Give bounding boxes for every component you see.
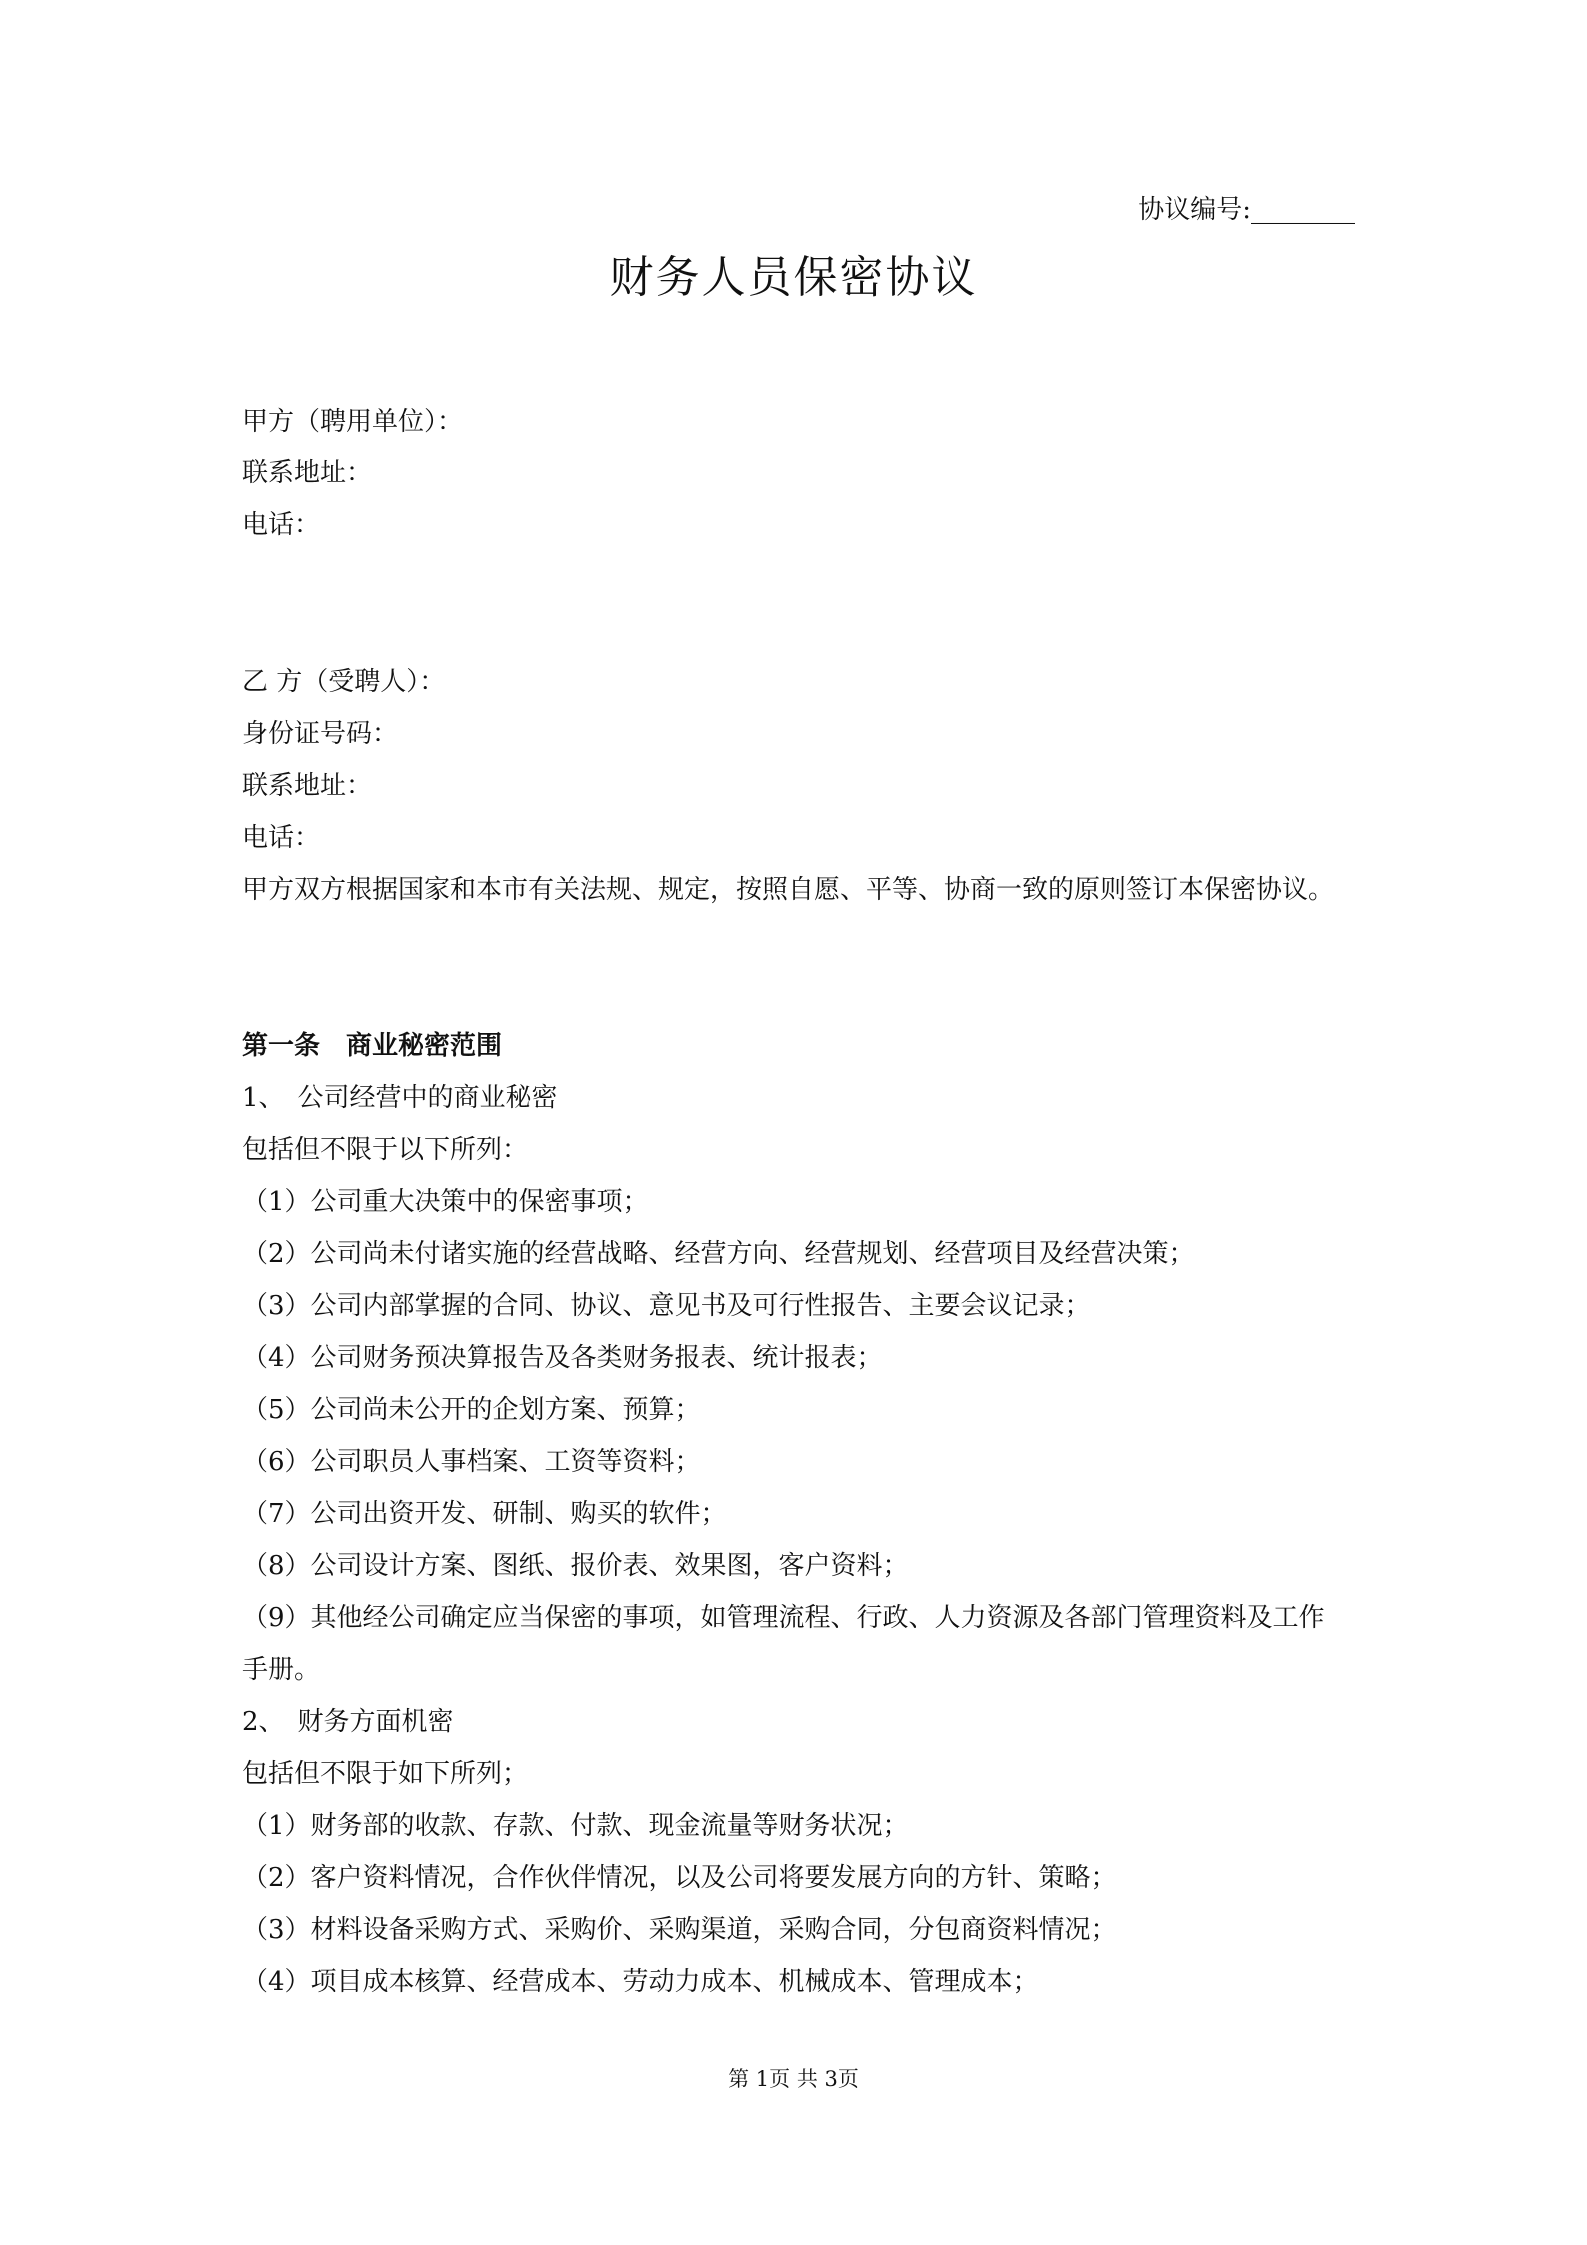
party-a-phone: 电话： bbox=[242, 510, 321, 540]
list-item-continuation: 手册。 bbox=[242, 1655, 321, 1685]
intro-paragraph: 甲方双方根据国家和本市有关法规、规定，按照自愿、平等、协商一致的原则签订本保密协议。 bbox=[242, 875, 1335, 905]
list-item: （4）项目成本核算、经营成本、劳动力成本、机械成本、管理成本； bbox=[242, 1967, 1039, 1997]
party-b-address: 联系地址： bbox=[242, 771, 373, 801]
party-a-label: 甲方（聘用单位）： bbox=[242, 407, 464, 437]
party-b-label: 乙 方（受聘人）： bbox=[242, 667, 446, 697]
section-2-title: 2、 财务方面机密 bbox=[242, 1707, 454, 1737]
list-item: （9）其他经公司确定应当保密的事项，如管理流程、行政、人力资源及各部门管理资料及工作 bbox=[242, 1603, 1325, 1633]
list-item: （2）客户资料情况，合作伙伴情况，以及公司将要发展方向的方针、策略； bbox=[242, 1863, 1117, 1893]
section-2-lead: 包括但不限于如下所列； bbox=[242, 1759, 529, 1789]
section-1-title: 1、 公司经营中的商业秘密 bbox=[242, 1083, 558, 1113]
list-item: （3）公司内部掌握的合同、协议、意见书及可行性报告、主要会议记录； bbox=[242, 1291, 1091, 1321]
list-item: （5）公司尚未公开的企划方案、预算； bbox=[242, 1395, 701, 1425]
list-item: （1）公司重大决策中的保密事项； bbox=[242, 1187, 649, 1217]
list-item: （8）公司设计方案、图纸、报价表、效果图，客户资料； bbox=[242, 1551, 909, 1581]
list-item: （6）公司职员人事档案、工资等资料； bbox=[242, 1447, 701, 1477]
document-title: 财务人员保密协议 bbox=[609, 252, 978, 303]
list-item: （7）公司出资开发、研制、购买的软件； bbox=[242, 1499, 727, 1529]
list-item: （4）公司财务预决算报告及各类财务报表、统计报表； bbox=[242, 1343, 883, 1373]
section-1-lead: 包括但不限于以下所列： bbox=[242, 1135, 529, 1165]
list-item: （1）财务部的收款、存款、付款、现金流量等财务状况； bbox=[242, 1811, 909, 1841]
agreement-number: 协议编号:________ bbox=[1138, 195, 1355, 225]
party-b-id: 身份证号码： bbox=[242, 719, 399, 749]
list-item: （3）材料设备采购方式、采购价、采购渠道，采购合同，分包商资料情况； bbox=[242, 1915, 1117, 1945]
party-b-phone: 电话： bbox=[242, 823, 321, 853]
article-1-heading: 第一条 商业秘密范围 bbox=[242, 1031, 503, 1061]
list-item: （2）公司尚未付诸实施的经营战略、经营方向、经营规划、经营项目及经营决策； bbox=[242, 1239, 1195, 1269]
page-number: 第 1页 共 3页 bbox=[728, 2067, 859, 2091]
party-a-address: 联系地址： bbox=[242, 458, 373, 488]
